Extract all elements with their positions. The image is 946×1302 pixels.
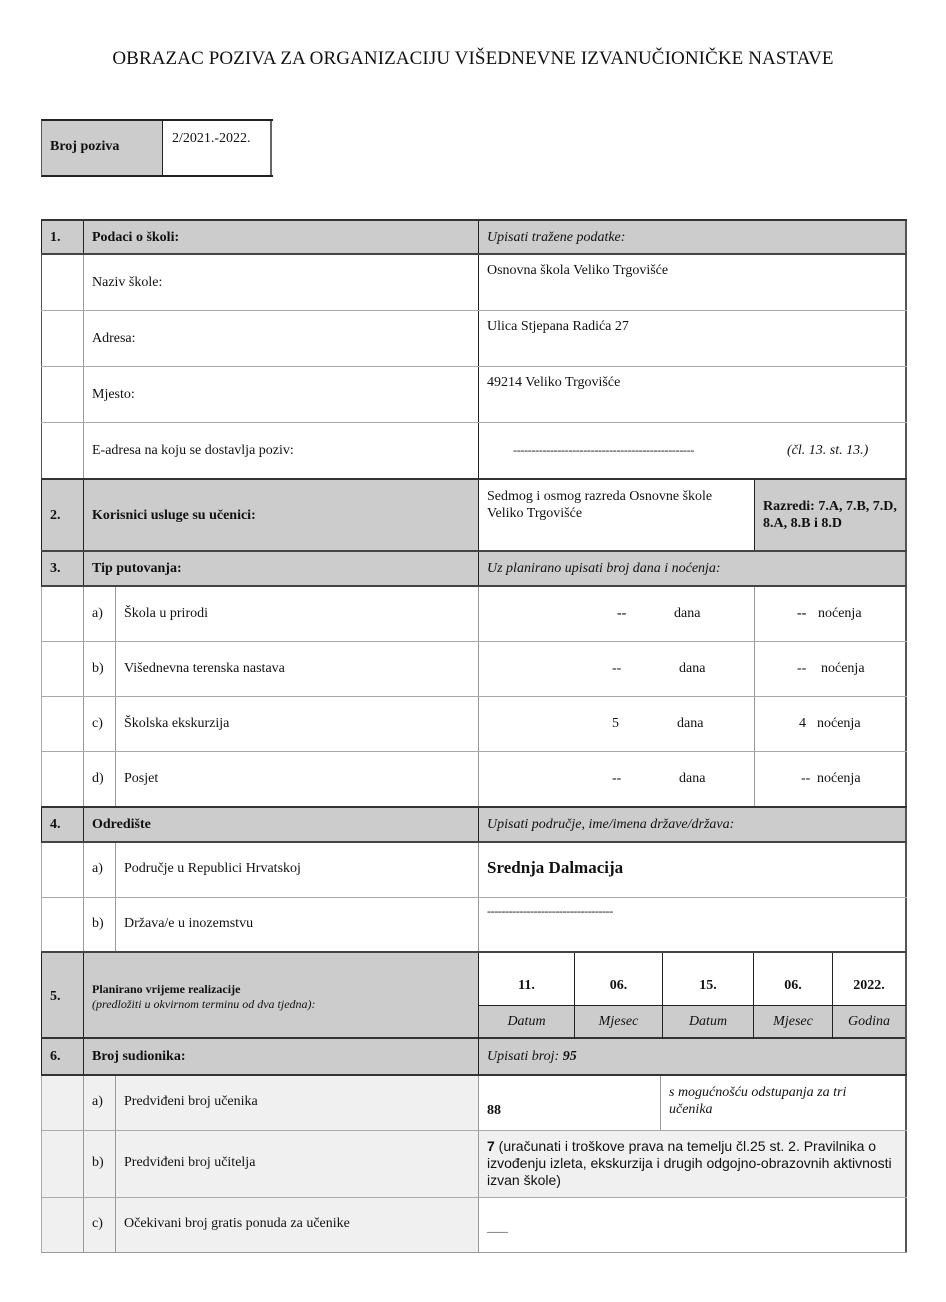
trip-letter: c) (92, 716, 103, 731)
email-note: (čl. 13. st. 13.) (787, 443, 869, 458)
section4-hint: Upisati područje, ime/imena države/država: (487, 817, 735, 832)
section2-title: Korisnici usluge su učenici: (92, 508, 256, 523)
section6-hint: Upisati broj: 95 (487, 1049, 577, 1064)
participants-label: Predviđeni broj učitelja (124, 1155, 256, 1170)
trip-nights[interactable]: 4 (799, 716, 806, 731)
section3-number: 3. (50, 561, 61, 576)
email-label: E-adresa na koju se dostavlja poziv: (92, 443, 294, 458)
adresa-label: Adresa: (92, 331, 136, 346)
trip-days[interactable]: -- (617, 606, 627, 621)
gratis-count[interactable]: ___ (487, 1220, 508, 1235)
section1-row-naziv (41, 255, 907, 311)
date-year[interactable]: 2022. (853, 978, 885, 993)
trip-nights-label: noćenja (818, 606, 862, 621)
trip-row-c (41, 697, 907, 752)
trip-label: Višednevna terenska nastava (124, 661, 285, 676)
trip-row-a (41, 587, 907, 642)
section1-number: 1. (50, 230, 61, 245)
participants-row-a (41, 1076, 907, 1131)
section1-title: Podaci o školi: (92, 230, 180, 245)
trip-letter: d) (92, 771, 104, 786)
total-participants[interactable]: 95 (562, 1049, 577, 1064)
section6-header (41, 1039, 907, 1076)
section2-row (41, 478, 907, 552)
section4-number: 4. (50, 817, 61, 832)
trip-nights-label: noćenja (817, 716, 861, 731)
trip-days-label: dana (677, 716, 704, 731)
destination-letter: a) (92, 861, 103, 876)
caption-datum: Datum (507, 1014, 546, 1029)
trip-label: Posjet (124, 771, 159, 786)
participants-letter: a) (92, 1094, 103, 1109)
section6-title: Broj sudionika: (92, 1049, 186, 1064)
destination-letter: b) (92, 916, 104, 931)
trip-nights[interactable]: -- (801, 771, 811, 786)
adresa-value[interactable]: Ulica Stjepana Radića 27 (487, 319, 629, 334)
document-title: OBRAZAC POZIVA ZA ORGANIZACIJU VIŠEDNEVNE IZVANUČIONIČKE NASTAVE (112, 48, 834, 69)
destination-label: Područje u Republici Hrvatskoj (124, 861, 301, 876)
broj-poziva-label: Broj poziva (42, 121, 163, 175)
section1-hint: Upisati tražene podatke: (487, 230, 626, 245)
section6-number: 6. (50, 1049, 61, 1064)
section3-hint: Uz planirano upisati broj dana i noćenja: (487, 561, 721, 576)
broj-poziva-box (41, 119, 273, 177)
trip-nights-label: noćenja (817, 771, 861, 786)
teachers-count[interactable]: 7 (487, 1138, 495, 1154)
students-note: s mogućnošću odstupanja za tri učenika (669, 1085, 847, 1117)
trip-days-label: dana (679, 771, 706, 786)
section2-value[interactable]: Sedmog i osmog razreda Osnovne škole Veliko Trgovišće (487, 489, 713, 521)
mjesto-value[interactable]: 49214 Veliko Trgovišće (487, 375, 621, 390)
date-from-month[interactable]: 06. (609, 978, 628, 993)
destination-value[interactable]: ----------------------------------- (487, 904, 613, 918)
trip-row-d (41, 752, 907, 807)
students-count[interactable]: 88 (487, 1103, 501, 1118)
section4-header (41, 806, 907, 843)
trip-days[interactable]: 5 (612, 716, 619, 731)
section1-row-email (41, 423, 907, 479)
trip-label: Školska ekskurzija (124, 716, 230, 731)
destination-value[interactable]: Srednja Dalmacija (487, 858, 624, 877)
participants-label: Predviđeni broj učenika (124, 1094, 258, 1109)
destination-row-a (41, 843, 907, 898)
section2-number: 2. (50, 508, 61, 523)
date-to-day[interactable]: 15. (699, 978, 717, 993)
broj-poziva-value[interactable]: 2/2021.-2022. (164, 121, 272, 175)
caption-mjesec: Mjesec (773, 1014, 813, 1029)
trip-days[interactable]: -- (612, 771, 622, 786)
trip-row-b (41, 642, 907, 697)
section1-header (41, 219, 907, 255)
teachers-note: (uračunati i troškove prava na temelju čl.25 st. 2. Pravilnika o izvođenju izleta, ekskurzija i drugih odgojno-obrazovnih aktivnosti izvan škole) (487, 1138, 892, 1188)
participants-letter: c) (92, 1216, 103, 1231)
participants-letter: b) (92, 1155, 104, 1170)
participants-row-b (41, 1131, 907, 1198)
naziv-label: Naziv škole: (92, 275, 163, 290)
trip-days-label: dana (679, 661, 706, 676)
trip-days[interactable]: -- (612, 661, 622, 676)
section4-title: Odredište (92, 817, 151, 832)
participants-row-c (41, 1198, 907, 1253)
date-to-month[interactable]: 06. (784, 978, 802, 993)
section5-row (41, 951, 907, 1039)
trip-days-label: dana (674, 606, 701, 621)
trip-nights-label: noćenja (821, 661, 865, 676)
section3-title: Tip putovanja: (92, 561, 182, 576)
section1-row-mjesto (41, 367, 907, 423)
section5-title: Planirano vrijeme realizacije (92, 982, 241, 996)
caption-datum: Datum (688, 1014, 728, 1029)
section1-row-adresa (41, 311, 907, 367)
naziv-value[interactable]: Osnovna škola Veliko Trgovišće (487, 263, 669, 278)
caption-mjesec: Mjesec (598, 1014, 639, 1029)
participants-label: Očekivani broj gratis ponuda za učenike (124, 1216, 350, 1231)
caption-godina: Godina (848, 1014, 890, 1029)
trip-letter: a) (92, 606, 103, 621)
email-value[interactable]: ------------------------------------------------- (513, 443, 695, 457)
date-from-day[interactable]: 11. (518, 978, 535, 993)
trip-nights[interactable]: -- (797, 606, 807, 621)
section2-classes[interactable]: Razredi: 7.A, 7.B, 7.D, 8.A, 8.B i 8.D (763, 499, 897, 531)
trip-label: Škola u prirodi (124, 606, 208, 621)
section5-number: 5. (50, 989, 61, 1004)
mjesto-label: Mjesto: (92, 387, 135, 402)
destination-row-b (41, 898, 907, 952)
trip-letter: b) (92, 661, 104, 676)
section5-subtitle: (predložiti u okvirnom terminu od dva tjedna): (92, 997, 316, 1011)
section3-header (41, 552, 907, 587)
trip-nights[interactable]: -- (797, 661, 807, 676)
teachers-info (487, 1138, 897, 1189)
destination-label: Država/e u inozemstvu (124, 916, 254, 931)
